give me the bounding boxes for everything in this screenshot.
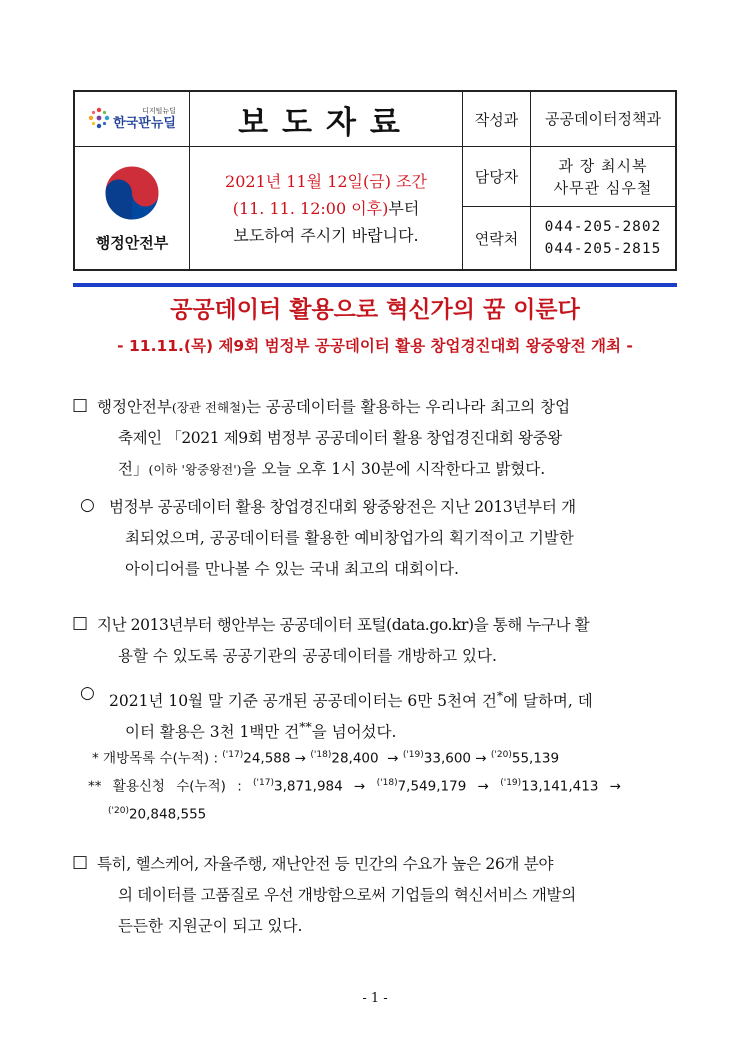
paragraph-2-line-3: 아이디어를 만나볼 수 있는 국내 최고의 대회이다. [125,560,459,578]
paragraph-5-line-1: 특히, 헬스케어, 자율주행, 재난안전 등 민간의 수요가 높은 26개 분야 [97,855,554,873]
taegeuk-emblem-icon [103,164,161,222]
embargo-time: (11. 11. 12:00 이후) [232,198,389,218]
paragraph-4-line-2-a: 이터 활용은 3천 1백만 건 [125,723,300,742]
phone-2: 044-205-2815 [544,241,662,257]
paragraph-3 [97,610,677,641]
event-abbrev: (이하 '왕중왕전') [148,462,242,477]
paragraph-4-bullet: ○ [80,683,95,703]
arrow-icon: → [475,750,487,767]
subheadline: - 11.11.(목) 제9회 범정부 공공데이터 활용 창업경진대회 왕중왕전 개최 - [117,337,633,355]
phone-1: 044-205-2802 [544,219,662,235]
paragraph-1-cont [118,423,678,485]
footnote-1-year-1: ('17) [222,750,244,760]
footnote-2-year-3: ('19) [500,778,522,788]
paragraph-1-line-3 [118,454,678,485]
footnote-2-year-2: ('18) [376,778,398,788]
footnote-1-value-2: 28,400 [331,750,379,767]
paragraph-2-cont [125,523,680,585]
paragraph-2-line-1: 범정부 공공데이터 활용 창업경진대회 왕중왕전은 지난 2013년부터 개 [109,498,576,516]
arrow-icon: → [294,750,307,767]
footnote-2-year-4: ('20) [108,806,129,816]
footnote-1-value-1: 24,588 [243,750,291,767]
footnote-2-year-1: ('17) [253,778,274,788]
paragraph-4-line-1-b: 에 달하며, 데 [503,692,593,711]
paragraph-5 [97,849,677,880]
paragraph-5-line-2: 의 데이터를 고품질로 우선 개방함으로써 기업들의 혁신서비스 개발의 [118,886,576,904]
paragraph-4-line-1-a: 2021년 10월 말 기준 공개된 공공데이터는 6만 5천여 건 [109,692,497,711]
phone-label: 연락처 [474,229,519,248]
embargo-time-line [233,195,420,222]
paragraph-1-bullet: □ [72,395,89,415]
footnote-1-value-3: 33,600 [423,750,472,767]
document-type-title: 보도자료 [238,104,414,141]
embargo-from: 부터 [388,198,420,218]
footnote-2-value-2: 7,549,179 [397,778,467,795]
arrow-icon: → [477,778,489,795]
contact-person-value [531,147,675,206]
paragraph-2-bullet: ○ [80,495,95,515]
paragraph-2-line-2: 최되었으며, 공공데이터를 활용한 예비창업가의 획기적이고 기발한 [125,529,574,547]
footnote-1-year-2: ('18) [310,750,332,760]
embargo-date: 2021년 11월 12일(금) 조간 [225,171,427,191]
footnote-1-value-4: 55,139 [511,750,560,767]
footnote-marker-2: ** [299,719,312,734]
ministry-name: 행정안전부 [95,233,169,252]
contact-person-label: 담당자 [474,168,519,186]
paragraph-5-line-3: 든든한 지원군이 되고 있다. [118,917,303,935]
paragraph-3-line-1: 지난 2013년부터 행안부는 공공데이터 포털(data.go.kr)을 통해 누구나 활 [97,616,590,634]
footnote-marker-1: * [496,688,504,703]
paragraph-4-line-2-b: 을 넘어섰다. [311,723,397,742]
footnote-2-prefix: ** 활용신청 수(누적) : [88,778,242,795]
paragraph-3-line-2: 용할 수 있도록 공공기관의 공공데이터를 개방하고 있다. [118,647,497,665]
ministry-emblem-logo [75,147,189,269]
footnote-2-value-1: 3,871,984 [274,778,343,795]
phone-value [531,207,675,269]
paragraph-1 [97,392,677,423]
arrow-icon: → [387,750,399,767]
paragraph-5-bullet: □ [72,852,89,872]
arrow-icon: → [354,778,366,795]
page-number: - 1 - [362,991,388,1006]
new-deal-mark-icon [88,107,110,131]
contact-person-2: 사무관 심우철 [553,178,653,197]
minister-text: (장관 전해철) [171,400,246,415]
korean-new-deal-logo [75,92,189,146]
footnote-2-cont [108,798,206,828]
footnote-2-value-3: 13,141,413 [521,778,599,795]
press-release-header-table [73,90,677,271]
ministry-text: 행정안전부 [97,398,172,416]
dept-label: 작성과 [474,110,519,129]
paragraph-1-line-3-rest: 을 오늘 오후 1시 30분에 시작한다고 밝혔다. [241,460,546,478]
footnote-1-year-3: ('19) [402,750,424,760]
contact-person-1: 과 장 최시복 [558,156,648,175]
paragraph-1-line-1-rest: 는 공공데이터를 활용하는 우리나라 최고의 창업 [245,398,571,416]
paragraph-2 [109,492,679,523]
paragraph-1-line-1 [97,392,677,423]
paragraph-3-cont [118,641,678,672]
footnote-1-year-4: ('20) [490,750,512,760]
paragraph-3-bullet: □ [72,613,89,633]
embargo-notice [190,147,462,269]
event-name-end: 전」 [118,460,149,478]
headline: 공공데이터 활용으로 혁신가의 꿈 이룬다 [170,297,580,323]
dept-value: 공공데이터정책과 [545,110,661,128]
footnote-1 [92,742,559,772]
paragraph-1-line-2: 축제인 「2021 제9회 범정부 공공데이터 활용 창업경진대회 왕중왕 [118,429,562,447]
embargo-request: 보도하여 주시기 바랍니다. [233,225,419,245]
footnote-1-prefix: * 개방목록 수(누적) : [92,750,218,767]
footnote-2 [88,770,678,800]
paragraph-5-cont [118,880,678,942]
header-divider-thick [73,283,677,287]
logo-main-text: 한국판뉴딜 [113,116,176,131]
arrow-icon: → [609,778,622,795]
logo-small-text: 디지털뉴딜 [142,107,176,115]
footnote-2-value-4: 20,848,555 [128,806,207,823]
